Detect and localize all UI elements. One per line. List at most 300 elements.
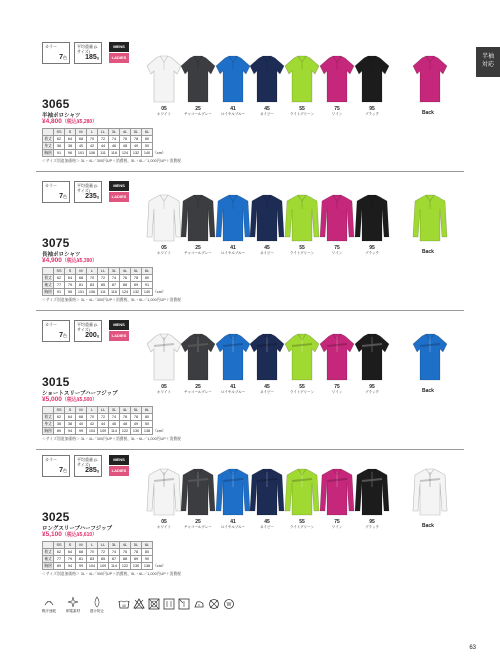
size-header: 4L [120,407,131,414]
table-cell: 38 [65,143,76,150]
row-label: 胸囲 [44,563,52,568]
table-cell: 72 [98,275,109,282]
garment-color-25 [180,54,216,104]
garment-back-view [410,193,450,243]
table-cell: 89 [131,556,142,563]
table-cell: 132 [131,289,142,296]
garment-color-55 [284,54,320,104]
garment-color-41 [215,467,251,517]
weight-box: 平均重量 (Lサイズ) 235g [74,181,102,203]
table-cell: 101 [76,289,87,296]
color-label: 55 ライトグリーン [289,106,315,116]
table-cell: 79 [65,282,76,289]
back-label: Back [422,249,434,255]
table-row [43,414,166,421]
table-cell: 36 [54,421,65,428]
table-cell: 44 [98,143,109,150]
size-header: 6L [142,407,153,414]
table-cell: 36 [54,143,65,150]
garment-color-45 [249,467,285,517]
row-label: 胸囲 [44,289,52,294]
color-label: 45 ネイビー [260,384,274,394]
size-header: 5L [131,407,142,414]
table-cell: 116 [109,289,120,296]
table-cell: 72 [98,136,109,143]
care-icons [118,598,235,610]
size-header: M [76,129,87,136]
garment-color-95 [354,193,390,243]
table-cell: 88 [120,556,131,563]
table-cell: 46 [109,143,120,150]
table-row [43,275,166,282]
table-cell: 99 [76,563,87,570]
unit-label [153,556,166,563]
garment-color-45 [249,54,285,104]
unit-label [153,421,166,428]
table-cell: 62 [54,136,65,143]
table-cell: 64 [65,549,76,556]
table-cell: 122 [120,428,131,435]
table-cell: 70 [87,549,98,556]
product-name: ロングスリーブハーフジップ [42,526,113,532]
table-row [43,549,166,556]
row-label: 胸囲 [44,428,52,433]
size-table [42,128,166,157]
size-header: 6L [142,129,153,136]
size-header: SS [54,268,65,275]
color-label: 05 ホワイト [157,384,171,394]
garment-back-view [410,54,450,104]
unit-label [153,275,166,282]
table-cell: 78 [131,549,142,556]
unit-label: （cm） [153,150,166,155]
table-cell: 116 [109,150,120,157]
table-cell: 104 [87,428,98,435]
table-row [43,563,166,570]
size-header: L [87,268,98,275]
table-cell: 122 [120,563,131,570]
row-label: 着丈 [44,549,52,554]
table-cell: 91 [142,282,153,289]
size-header: SS [54,129,65,136]
table-cell: 68 [76,275,87,282]
garment-color-05 [146,332,182,382]
table-cell: 68 [76,549,87,556]
table-cell: 70 [87,275,98,282]
table-cell: 138 [142,563,153,570]
garment-color-45 [249,193,285,243]
color-label: 25 チャコールグレー [184,519,212,529]
section-divider [36,449,464,450]
table-cell: 40 [76,143,87,150]
table-cell: 68 [76,136,87,143]
unit-label [153,143,166,150]
table-cell: 91 [54,289,65,296]
table-cell: 62 [54,414,65,421]
size-header: S [65,268,76,275]
weight-box: 平均重量 (Lサイズ) 200g [74,320,102,342]
section-divider [36,171,464,172]
size-price-note: ＜サイズ別追加価格＞ 3L・4L／300円UP＋消費税、5L・6L／1,000円UP＋消費税 [42,159,181,163]
size-header: 5L [131,268,142,275]
table-cell: 78 [131,275,142,282]
product-price: ¥4,900（税込¥5,390） [42,257,98,264]
row-label: 胸囲 [44,150,52,155]
color-label: 05 ホワイト [157,106,171,116]
ladies-badge: LADIES [109,466,129,476]
table-cell: 96 [65,289,76,296]
color-label: 75 ワイン [331,245,343,255]
table-row [43,556,166,563]
color-label: 95 ブラック [365,106,379,116]
row-label: 身丈 [44,143,52,148]
size-header: 4L [120,268,131,275]
ladies-badge: LADIES [109,53,129,63]
line-dry-icon [163,598,175,610]
garment-color-05 [146,193,182,243]
size-header: M [76,542,87,549]
table-cell: 94 [65,428,76,435]
color-label: 41 ロイヤルブルー [220,245,246,255]
svg-text:40: 40 [122,604,126,608]
size-header: 3L [109,129,120,136]
product-code: 3025 [42,510,70,524]
table-cell: 70 [87,414,98,421]
size-price-note: ＜サイズ別追加価格＞ 3L・4L／300円UP＋消費税、5L・6L／1,000円UP＋消費税 [42,437,181,441]
size-header: L [87,129,98,136]
table-row [43,143,166,150]
mens-badge: MENS [109,181,129,191]
table-cell: 74 [109,275,120,282]
table-row [43,282,166,289]
product-price: ¥5,000（税込¥5,500） [42,396,98,403]
table-cell: 46 [109,421,120,428]
product-code: 3075 [42,236,70,250]
table-cell: 77 [54,282,65,289]
table-cell: 81 [76,282,87,289]
size-header: 3L [109,268,120,275]
garment-color-25 [180,193,216,243]
table-cell: 42 [87,143,98,150]
garment-color-25 [180,332,216,382]
row-label: 身丈 [44,421,52,426]
shade-dry-icon [178,598,190,610]
table-cell: 80 [142,549,153,556]
iron-low-icon [193,598,205,610]
unit-label [153,549,166,556]
table-cell: 62 [54,549,65,556]
table-cell: 96 [65,150,76,157]
table-cell: 38 [65,421,76,428]
function-label: 制電素材 [65,609,81,613]
mens-badge: MENS [109,320,129,330]
garment-color-41 [215,193,251,243]
table-cell: 50 [142,143,153,150]
color-label: 75 ワイン [331,519,343,529]
garment-color-75 [319,332,355,382]
spec-row [42,181,129,203]
no-bleach-icon [133,598,145,610]
function-label: 吸汗速乾 [41,609,57,613]
weight-box: 平均重量 (Lサイズ) 285g [74,455,102,477]
table-cell: 89 [54,428,65,435]
color-count-box: カラー 7色 [42,42,70,64]
row-label: 着丈 [44,414,52,419]
garment-color-75 [319,193,355,243]
wet-clean-icon [223,598,235,610]
size-header: S [65,129,76,136]
section-divider [36,310,464,311]
spec-row [42,320,129,342]
table-cell: 50 [142,421,153,428]
table-cell: 74 [109,549,120,556]
sweat-icon [43,596,55,608]
size-price-note: ＜サイズ別追加価格＞ 3L・4L／300円UP＋消費税、5L・6L／1,000円UP＋消費税 [42,572,181,576]
product-code: 3015 [42,375,70,389]
table-cell: 76 [120,414,131,421]
size-table [42,406,166,435]
garment-back-view [410,467,450,517]
page-number: 63 [469,645,476,651]
size-header: 3L [109,407,120,414]
table-cell: 111 [98,289,109,296]
wash-40-icon [118,598,130,610]
table-cell: 80 [142,136,153,143]
unit-label [153,136,166,143]
unit-label: （cm） [153,563,166,568]
table-cell: 48 [120,421,131,428]
table-cell: 89 [131,282,142,289]
table-cell: 76 [120,136,131,143]
row-label: 袖丈 [44,282,52,287]
size-header: 4L [120,129,131,136]
svg-text:W: W [226,602,232,608]
size-header: L [87,542,98,549]
size-header: LL [98,407,109,414]
size-table [42,267,166,296]
table-row [43,136,166,143]
size-header: 3L [109,542,120,549]
size-table [42,541,166,570]
table-cell: 42 [87,421,98,428]
table-cell: 48 [120,143,131,150]
water-drop-icon [91,596,103,608]
color-label: 05 ホワイト [157,245,171,255]
color-label: 75 ワイン [331,384,343,394]
color-label: 95 ブラック [365,245,379,255]
size-header: M [76,407,87,414]
ladies-badge: LADIES [109,192,129,202]
color-count-box: カラー 7色 [42,455,70,477]
product-price: ¥4,800（税込¥5,280） [42,118,98,125]
size-price-note: ＜サイズ別追加価格＞ 3L・4L／300円UP＋消費税、5L・6L／1,000円UP＋消費税 [42,298,181,302]
ladies-badge: LADIES [109,331,129,341]
back-label: Back [422,523,434,529]
table-cell: 72 [98,414,109,421]
table-cell: 124 [120,289,131,296]
table-cell: 140 [142,150,153,157]
row-label: 着丈 [44,136,52,141]
table-cell: 94 [65,563,76,570]
table-cell: 114 [109,563,120,570]
table-cell: 76 [120,549,131,556]
table-cell: 101 [76,150,87,157]
function-item [40,596,58,614]
table-cell: 49 [131,143,142,150]
garment-color-95 [354,54,390,104]
color-label: 95 ブラック [365,519,379,529]
spec-row [42,455,129,477]
color-label: 55 ライトグリーン [289,245,315,255]
size-header: M [76,268,87,275]
color-label: 41 ロイヤルブルー [220,519,246,529]
size-header: 5L [131,129,142,136]
product-name: 長袖ポロシャツ [42,252,81,258]
table-cell: 111 [98,150,109,157]
size-header: L [87,407,98,414]
antistatic-icon [67,596,79,608]
size-header: 6L [142,542,153,549]
garment-color-45 [249,332,285,382]
table-cell: 130 [131,563,142,570]
product-name: 半袖ポロシャツ [42,113,81,119]
garment-color-75 [319,54,355,104]
garment-back-view [410,332,450,382]
garment-color-05 [146,467,182,517]
color-count-box: カラー 7色 [42,181,70,203]
size-header: 6L [142,268,153,275]
color-label: 05 ホワイト [157,519,171,529]
size-header: 4L [120,542,131,549]
table-cell: 85 [98,282,109,289]
color-label: 41 ロイヤルブルー [220,384,246,394]
garment-color-55 [284,193,320,243]
no-tumble-dry-icon [148,598,160,610]
color-label: 25 チャコールグレー [184,245,212,255]
function-label: 透け防止 [89,609,105,613]
color-label: 25 チャコールグレー [184,384,212,394]
color-count-box: カラー 7色 [42,320,70,342]
table-cell: 72 [98,549,109,556]
table-cell: 76 [120,275,131,282]
garment-color-25 [180,467,216,517]
table-cell: 80 [142,275,153,282]
table-cell: 44 [98,421,109,428]
color-label: 45 ネイビー [260,106,274,116]
function-item [88,596,106,614]
table-cell: 109 [98,563,109,570]
no-dry-clean-icon [208,598,220,610]
table-cell: 64 [65,136,76,143]
table-cell: 91 [54,150,65,157]
mens-badge: MENS [109,42,129,52]
table-cell: 83 [87,556,98,563]
table-cell: 132 [131,150,142,157]
weight-box: 平均重量 (Lサイズ) 185g [74,42,102,64]
back-label: Back [422,110,434,116]
table-cell: 68 [76,414,87,421]
garment-color-75 [319,467,355,517]
table-cell: 106 [87,289,98,296]
table-cell: 62 [54,275,65,282]
unit-label: （cm） [153,289,166,294]
size-header: S [65,407,76,414]
size-header: LL [98,268,109,275]
table-cell: 90 [142,556,153,563]
size-header: SS [54,407,65,414]
table-cell: 74 [109,414,120,421]
table-cell: 83 [87,282,98,289]
garment-color-95 [354,332,390,382]
color-label: 45 ネイビー [260,519,274,529]
product-code: 3065 [42,97,70,111]
function-item [64,596,82,614]
table-cell: 104 [87,563,98,570]
table-cell: 80 [142,414,153,421]
function-icons [40,596,106,614]
table-cell: 114 [109,428,120,435]
unit-label [153,282,166,289]
table-cell: 70 [87,136,98,143]
garment-color-41 [215,54,251,104]
table-row [43,421,166,428]
table-cell: 109 [98,428,109,435]
color-label: 45 ネイビー [260,245,274,255]
table-cell: 88 [120,282,131,289]
table-cell: 78 [131,414,142,421]
size-header: 5L [131,542,142,549]
row-label: 袖丈 [44,556,52,561]
size-header: LL [98,542,109,549]
color-label: 95 ブラック [365,384,379,394]
table-cell: 81 [76,556,87,563]
table-cell: 87 [109,556,120,563]
garment-color-95 [354,467,390,517]
table-cell: 106 [87,150,98,157]
table-cell: 138 [142,428,153,435]
table-cell: 40 [76,421,87,428]
category-side-tab [476,47,500,77]
garment-color-05 [146,54,182,104]
table-cell: 49 [131,421,142,428]
product-price: ¥5,100（税込¥5,610） [42,531,98,538]
table-row [43,289,166,296]
color-label: 75 ワイン [331,106,343,116]
table-cell: 77 [54,556,65,563]
table-cell: 130 [131,428,142,435]
side-tab-line2: 対応 [481,62,494,68]
table-cell: 140 [142,289,153,296]
mens-badge: MENS [109,455,129,465]
garment-color-55 [284,332,320,382]
table-cell: 89 [54,563,65,570]
table-cell: 74 [109,136,120,143]
table-row [43,150,166,157]
size-header: S [65,542,76,549]
table-cell: 78 [131,136,142,143]
table-cell: 79 [65,556,76,563]
table-cell: 64 [65,275,76,282]
table-cell: 124 [120,150,131,157]
color-label: 55 ライトグリーン [289,519,315,529]
back-label: Back [422,388,434,394]
table-cell: 87 [109,282,120,289]
table-cell: 64 [65,414,76,421]
row-label: 着丈 [44,275,52,280]
side-tab-line1: 半袖 [481,54,494,60]
product-name: ショートスリーブハーフジップ [42,391,118,397]
size-header: SS [54,542,65,549]
